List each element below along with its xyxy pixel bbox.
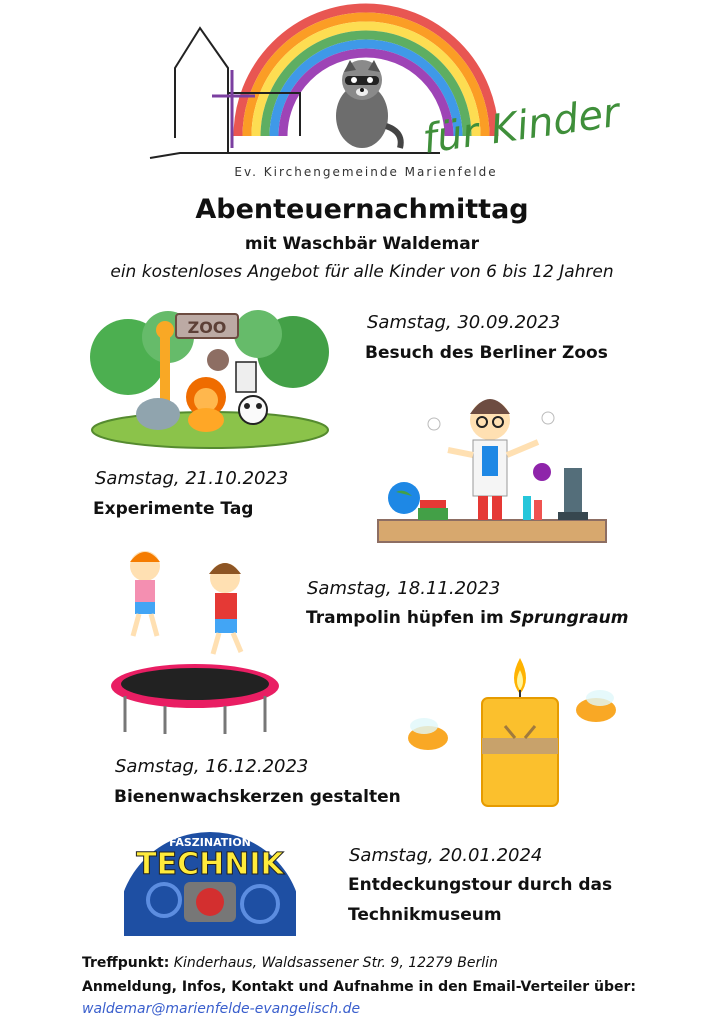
trampoline-illustration [105, 536, 285, 736]
experiment-illustration [378, 380, 606, 548]
page-subtitle: mit Waschbär Waldemar [244, 234, 480, 254]
technik-large-text: TECHNIK [136, 847, 284, 882]
registration-label: Anmeldung, Infos, Kontakt und Aufnahme in den Email-Verteiler über: [82, 979, 637, 995]
logo-org-name: Ev. Kirchengemeinde Marienfelde [234, 165, 498, 179]
zoo-sign-text: ZOO [187, 318, 227, 337]
meeting-point [82, 955, 498, 971]
registration-text [82, 979, 636, 995]
event-date-technik: Samstag, 20.01.2024 [349, 845, 543, 866]
raccoon-icon [336, 60, 401, 148]
event-title-zoo: Besuch des Berliner Zoos [365, 343, 608, 363]
event-date-experiments: Samstag, 21.10.2023 [95, 468, 289, 489]
event-date-trampoline: Samstag, 18.11.2023 [307, 578, 501, 599]
technik-illustration [124, 820, 296, 936]
page-title: Abenteuernachmittag [195, 194, 529, 225]
technik-small-text: FASZINATION [169, 836, 251, 849]
event-title-technik-line2: Technikmuseum [348, 905, 502, 925]
event-title-trampoline [306, 608, 628, 628]
church-logo [140, 8, 623, 186]
event-date-zoo: Samstag, 30.09.2023 [367, 312, 561, 333]
candle-illustration [400, 640, 622, 815]
event-title-candles: Bienenwachskerzen gestalten [114, 787, 401, 807]
event-title-trampoline-main: Trampolin hüpfen im [306, 608, 510, 628]
event-title-trampoline-em: Sprungraum [509, 608, 629, 628]
event-date-candles: Samstag, 16.12.2023 [115, 756, 309, 777]
event-title-technik-line1: Entdeckungstour durch das [348, 875, 613, 895]
meeting-place: Kinderhaus, Waldsassener Str. 9, 12279 Berlin [173, 955, 498, 971]
event-title-experiments: Experimente Tag [93, 499, 254, 519]
zoo-illustration [88, 302, 333, 452]
logo-script-text: für Kinder [419, 89, 623, 163]
email-link[interactable]: waldemar@marienfelde-evangelisch.de [82, 1001, 361, 1017]
page-tagline: ein kostenloses Angebot für alle Kinder von 6 bis 12 Jahren [110, 262, 614, 282]
meeting-label: Treffpunkt: [82, 955, 170, 971]
